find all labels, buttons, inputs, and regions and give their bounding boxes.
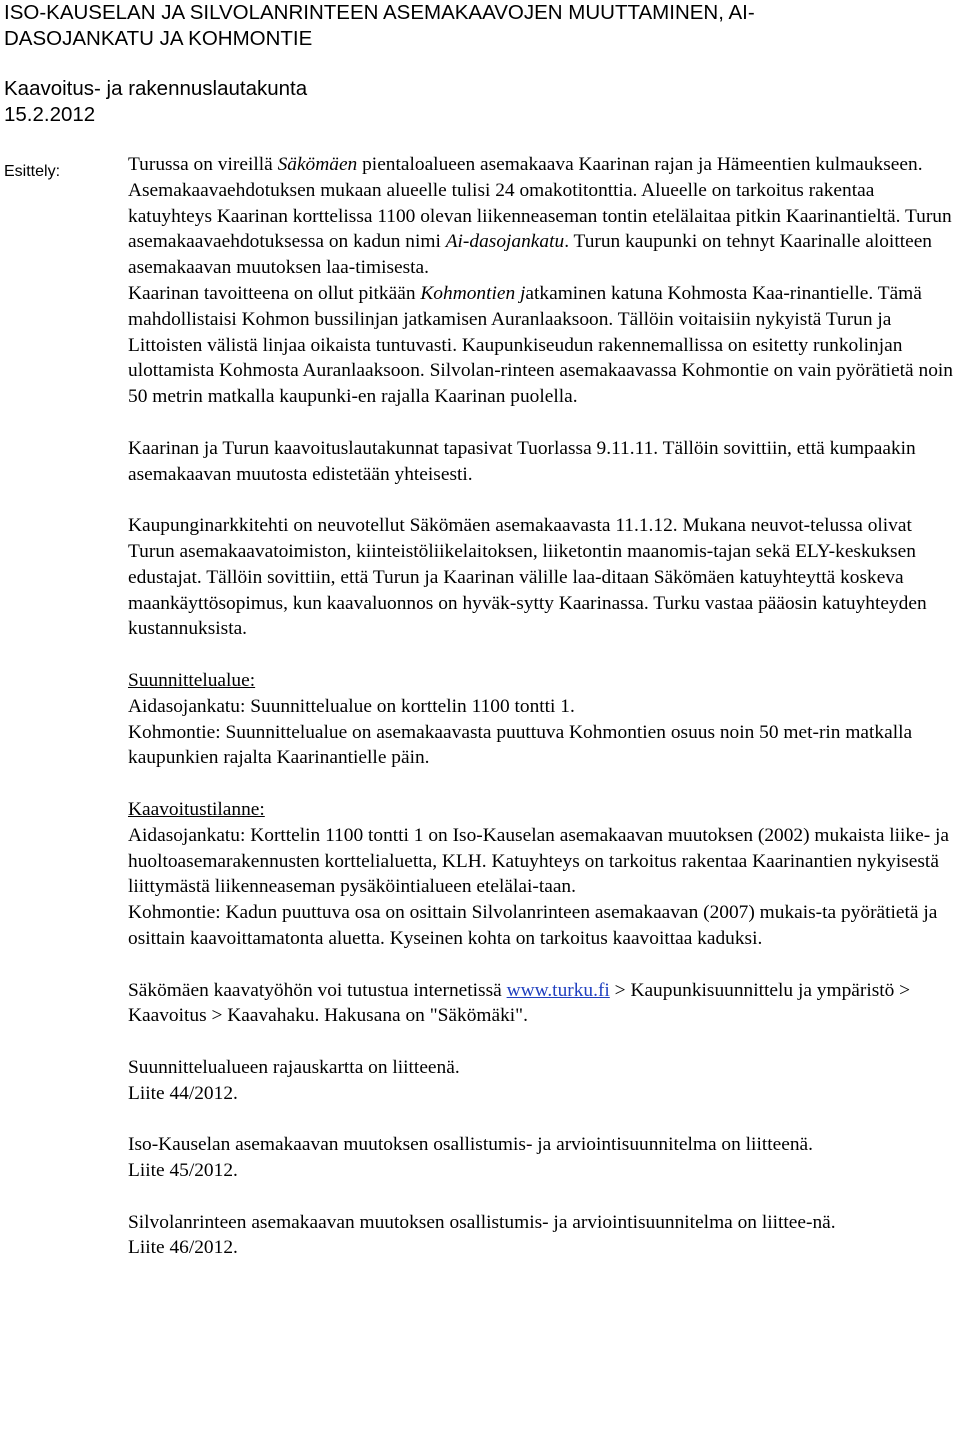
internet-text-1: Säkömäen kaavatyöhön voi tutustua internetissä [128, 979, 507, 1001]
kohmontie-paragraph [128, 281, 954, 410]
intro-text-1: Turussa on vireillä [128, 154, 278, 175]
intro-text-3: . Turun kaupunki on tehnyt Kaarinalle aloitteen asemakaavan muutoksen laa-timisesta. [128, 231, 933, 279]
kohmontie-text-1: Kaarinan tavoitteena on ollut pitkään [128, 282, 421, 304]
kohmontie-text-2: atkaminen katuna Kohmosta Kaa-rinantielle. Tämä mahdollistaisi Kohmon bussilinjan jatkamisen Auranlaaksoon. Tällöin voitaisiin nykyistä Turun ja Littoisten välistä linjaa oikaista tuntuvasti. Kaupunkiseudun rakennemallissa on esitetty runkolinjan ulottamista Kohmosta Auranlaaksoon. Silvolan-rinteen asemakaavassa Kohmontie on vain pyörätietä noin 50 metrin matkalla kaupunki-en rajalla Kaarinan puolella. [128, 282, 953, 408]
suunnittelualue-heading: Suunnittelualue: [128, 669, 256, 691]
intro-paragraph [128, 152, 954, 281]
attachment-text: Iso-Kauselan asemakaavan muutoksen osallistumis- ja arviointisuunnitelma on liitteenä. [128, 1134, 813, 1156]
suunnittelualue-aidasojankatu: Aidasojankatu: Suunnittelualue on korttelin 1100 tontti 1. [128, 695, 575, 717]
intro-text-2: pientaloalueen asemakaava Kaarinan rajan ja Hämeentien kulmaukseen. Asemakaavaehdotuksen mukaan alueelle tulisi 24 omakotitonttia. Alueelle on tarkoitus rakentaa katuyhteys Kaarinan korttelissa 1100 olevan liikenneaseman tontin etelälaitaa pitkin Kaarinantieltä. Turun asemakaavaehdotuksessa on kadun nimi [128, 154, 952, 253]
title-line-2: DASOJANKATU JA KOHMONTIE [4, 27, 313, 50]
document-header [4, 0, 954, 52]
kaavoitustilanne-aidasojankatu: Aidasojankatu: Korttelin 1100 tontti 1 on Iso-Kauselan asemakaavan muutoksen (2002) mukaista liike- ja huoltoasemarakennusten korttelialuetta, KLH. Katuyhteys on tarkoitus rakentaa Kaarinantien nykyisestä liittymästä liikenneaseman pysäköintialueen etelälai-taan. [128, 824, 950, 898]
esittely-label: Esittely: [4, 163, 61, 180]
neuvottelu-paragraph: Kaupunginarkkitehti on neuvotellut Säkömäen asemakaavasta 11.1.12. Mukana neuvot-telussa olivat Turun asemakaavatoimiston, kiinteistöliikelaitoksen, liiketontin maanomis-tajan sekä ELY-keskuksen edustajat. Tällöin sovittiin, että Turun ja Kaarinan välille laa-ditaan Säkömäen katuyhteyttä koskeva maankäyttösopimus, kun kaavaluonnos on hyväk-sytty Kaarinassa. Turku vastaa pääosin katuyhteyden kustannuksista. [128, 515, 927, 640]
intro-emphasis-sakomaen: Säkömäen [277, 154, 358, 175]
attachment-reference: Liite 46/2012. [128, 1237, 238, 1259]
attachment-reference: Liite 44/2012. [128, 1082, 238, 1104]
attachment-reference: Liite 45/2012. [128, 1160, 238, 1182]
title-line-1: ISO-KAUSELAN JA SILVOLANRINTEEN ASEMAKAAVOJEN MUUTTAMINEN, AI- [4, 1, 755, 24]
meeting-date: 15.2.2012 [4, 103, 96, 126]
document-title [4, 0, 954, 52]
kaavoitustilanne-kohmontie: Kohmontie: Kadun puuttuva osa on osittain Silvolanrinteen asemakaavan (2007) mukais-ta pyörätietä ja osittain kaavoittamatonta aluetta. Kyseinen kohta on tarkoitus kaavoittaa kaduksi. [128, 902, 938, 949]
committee-name: Kaavoitus- ja rakennuslautakunta [4, 77, 308, 100]
intro-emphasis-street: Ai-dasojankatu [445, 231, 565, 253]
turku-link[interactable]: www.turku.fi [506, 979, 610, 1001]
attachment-text: Silvolanrinteen asemakaavan muutoksen osallistumis- ja arviointisuunnitelma on liittee-nä. [128, 1211, 836, 1233]
internet-text-2: > Kaupunkisuunnittelu ja ympäristö > Kaavoitus > Kaavahaku. Hakusana on "Säkömäki". [128, 979, 911, 1027]
suunnittelualue-kohmontie: Kohmontie: Suunnittelualue on asemakaavasta puuttuva Kohmontien osuus noin 50 met-rin matkalla kaupunkien rajalta Kaarinantielle päin. [128, 721, 913, 769]
attachment-text: Suunnittelualueen rajauskartta on liitteenä. [128, 1056, 460, 1078]
kohmontie-emphasis: Kohmontien j [420, 282, 526, 304]
internet-paragraph [128, 978, 954, 1030]
document-body [128, 152, 954, 1261]
kaavoitustilanne-heading: Kaavoitustilanne: [128, 798, 265, 820]
tuorla-paragraph: Kaarinan ja Turun kaavoituslautakunnat tapasivat Tuorlassa 9.11.11. Tällöin sovittiin, että kumpaakin asemakaavan muutosta edistetään yhteisesti. [128, 437, 916, 485]
